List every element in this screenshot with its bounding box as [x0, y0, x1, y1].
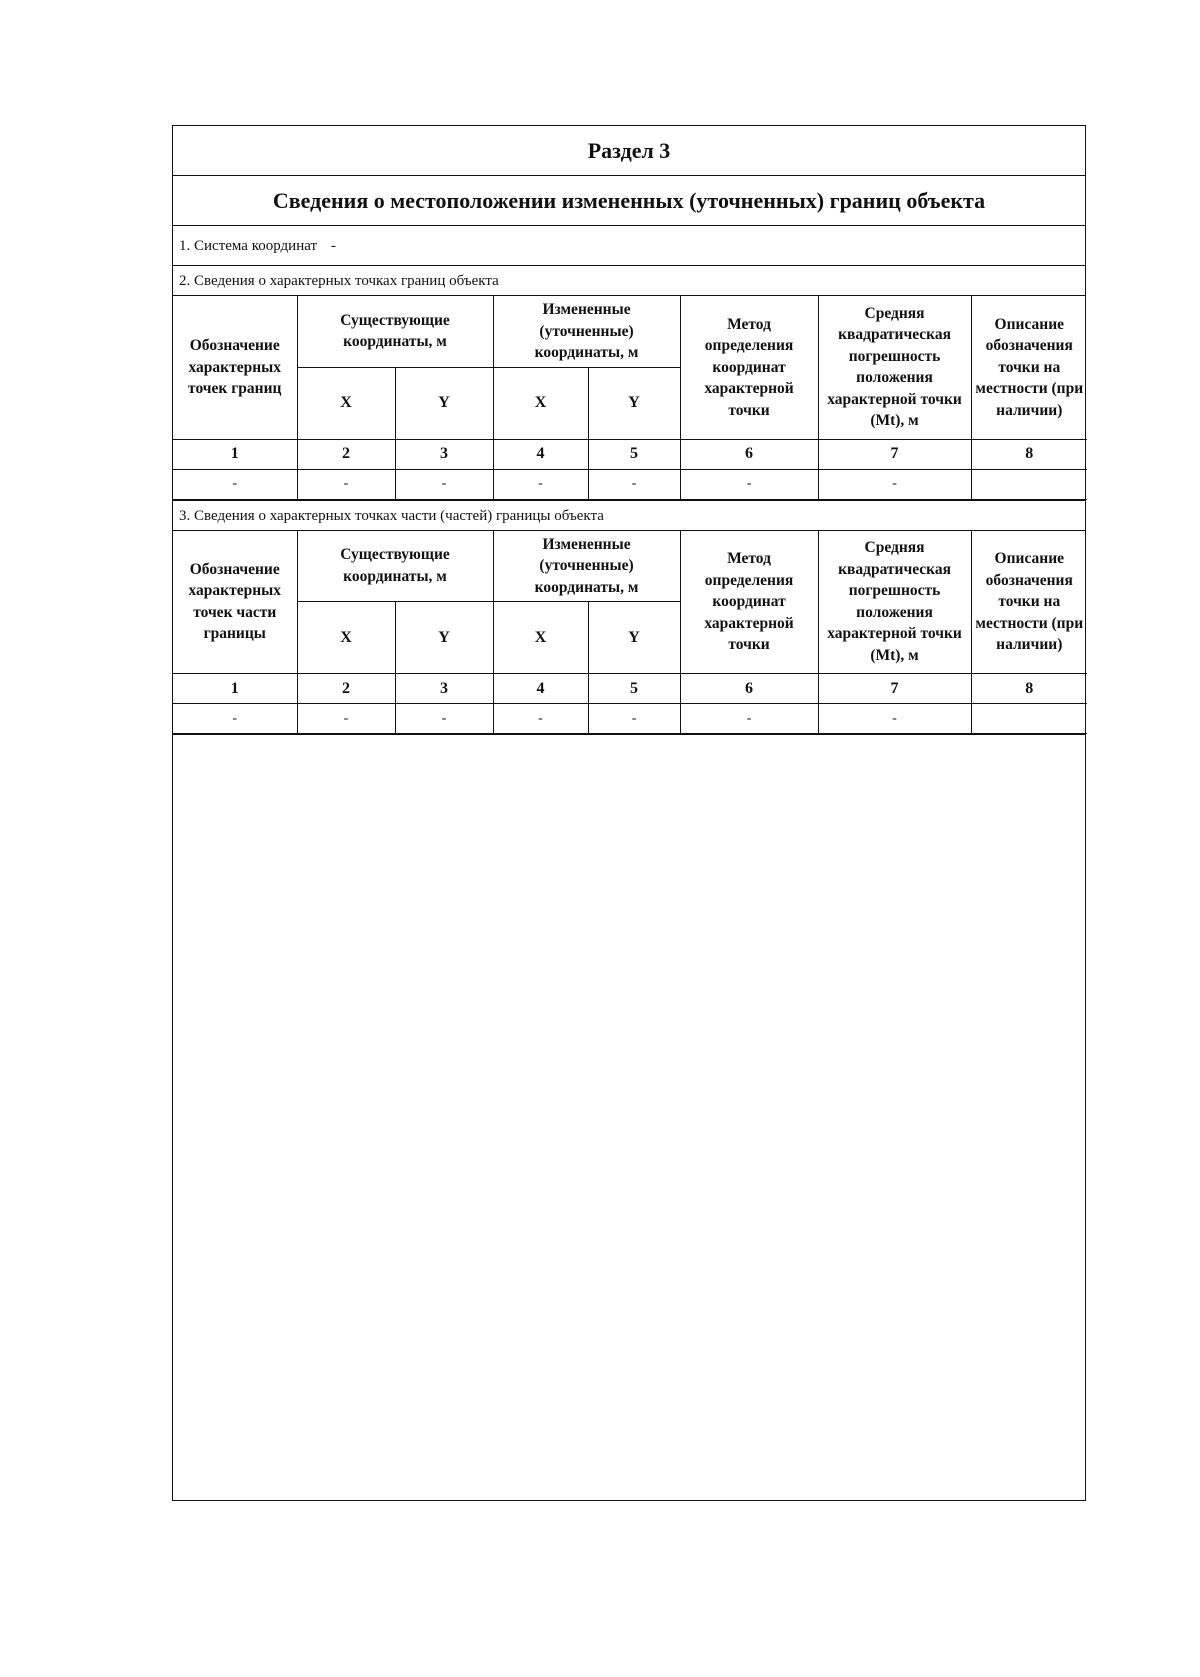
- col-existing-coords-header: Существующие координаты, м: [297, 296, 493, 367]
- table1-data-row: [173, 469, 1087, 499]
- col-description-header: Описание обозначения точки на местности (при наличии): [971, 531, 1087, 674]
- table-cell: [971, 469, 1087, 499]
- table-cell: -: [493, 704, 588, 734]
- column-number: 4: [493, 674, 588, 704]
- changed-x-header: X: [493, 602, 588, 674]
- column-number: 8: [971, 674, 1087, 704]
- changed-y-header: Y: [588, 602, 680, 674]
- table-cell: [971, 704, 1087, 734]
- column-number: 3: [395, 674, 493, 704]
- table1-caption: 2. Сведения о характерных точках границ объекта: [173, 266, 1085, 296]
- table1: [173, 296, 1085, 501]
- coord-system-line: [173, 226, 1085, 266]
- column-number: 5: [588, 439, 680, 469]
- table2-number-row: [173, 674, 1087, 704]
- col-changed-coords-header: Измененные (уточненные) координаты, м: [493, 531, 680, 602]
- coord-system-label: 1. Система координат: [179, 238, 318, 254]
- document-frame: [172, 125, 1086, 1501]
- col-part-point-designation-header: Обозначение характерных точек части границы: [173, 531, 297, 674]
- table-cell: -: [173, 469, 297, 499]
- column-number: 4: [493, 439, 588, 469]
- column-number: 5: [588, 674, 680, 704]
- table-cell: -: [173, 704, 297, 734]
- column-number: 7: [818, 674, 971, 704]
- column-number: 1: [173, 439, 297, 469]
- table-cell: -: [395, 469, 493, 499]
- document-title: Сведения о местоположении измененных (уточненных) границ объекта: [173, 176, 1085, 226]
- table-cell: -: [588, 704, 680, 734]
- table-cell: -: [818, 704, 971, 734]
- col-existing-coords-header: Существующие координаты, м: [297, 531, 493, 602]
- changed-x-header: X: [493, 367, 588, 439]
- col-error-header: Средняя квадратическая погрешность положения характерной точки (Mt), м: [818, 531, 971, 674]
- column-number: 1: [173, 674, 297, 704]
- section-title: Раздел 3: [173, 126, 1085, 176]
- table2-data-row: [173, 704, 1087, 734]
- changed-y-header: Y: [588, 367, 680, 439]
- col-error-header: Средняя квадратическая погрешность положения характерной точки (Mt), м: [818, 296, 971, 439]
- existing-x-header: X: [297, 602, 395, 674]
- table-cell: -: [493, 469, 588, 499]
- table2-caption: 3. Сведения о характерных точках части (частей) границы объекта: [173, 501, 1085, 531]
- table-cell: -: [297, 469, 395, 499]
- table2: [173, 531, 1085, 736]
- col-method-header: Метод определения координат характерной точки: [680, 531, 818, 674]
- column-number: 7: [818, 439, 971, 469]
- column-number: 6: [680, 439, 818, 469]
- table-cell: -: [395, 704, 493, 734]
- table-cell: -: [297, 704, 395, 734]
- column-number: 3: [395, 439, 493, 469]
- col-method-header: Метод определения координат характерной точки: [680, 296, 818, 439]
- coord-system-value: -: [331, 238, 337, 254]
- column-number: 2: [297, 439, 395, 469]
- existing-y-header: Y: [395, 602, 493, 674]
- column-number: 8: [971, 439, 1087, 469]
- table-cell: -: [680, 469, 818, 499]
- table-cell: -: [588, 469, 680, 499]
- empty-area: [173, 735, 1085, 736]
- existing-x-header: X: [297, 367, 395, 439]
- table1-number-row: [173, 439, 1087, 469]
- col-description-header: Описание обозначения точки на местности (при наличии): [971, 296, 1087, 439]
- existing-y-header: Y: [395, 367, 493, 439]
- column-number: 6: [680, 674, 818, 704]
- table-cell: -: [680, 704, 818, 734]
- col-point-designation-header: Обозначение характерных точек границ: [173, 296, 297, 439]
- col-changed-coords-header: Измененные (уточненные) координаты, м: [493, 296, 680, 367]
- column-number: 2: [297, 674, 395, 704]
- table-cell: -: [818, 469, 971, 499]
